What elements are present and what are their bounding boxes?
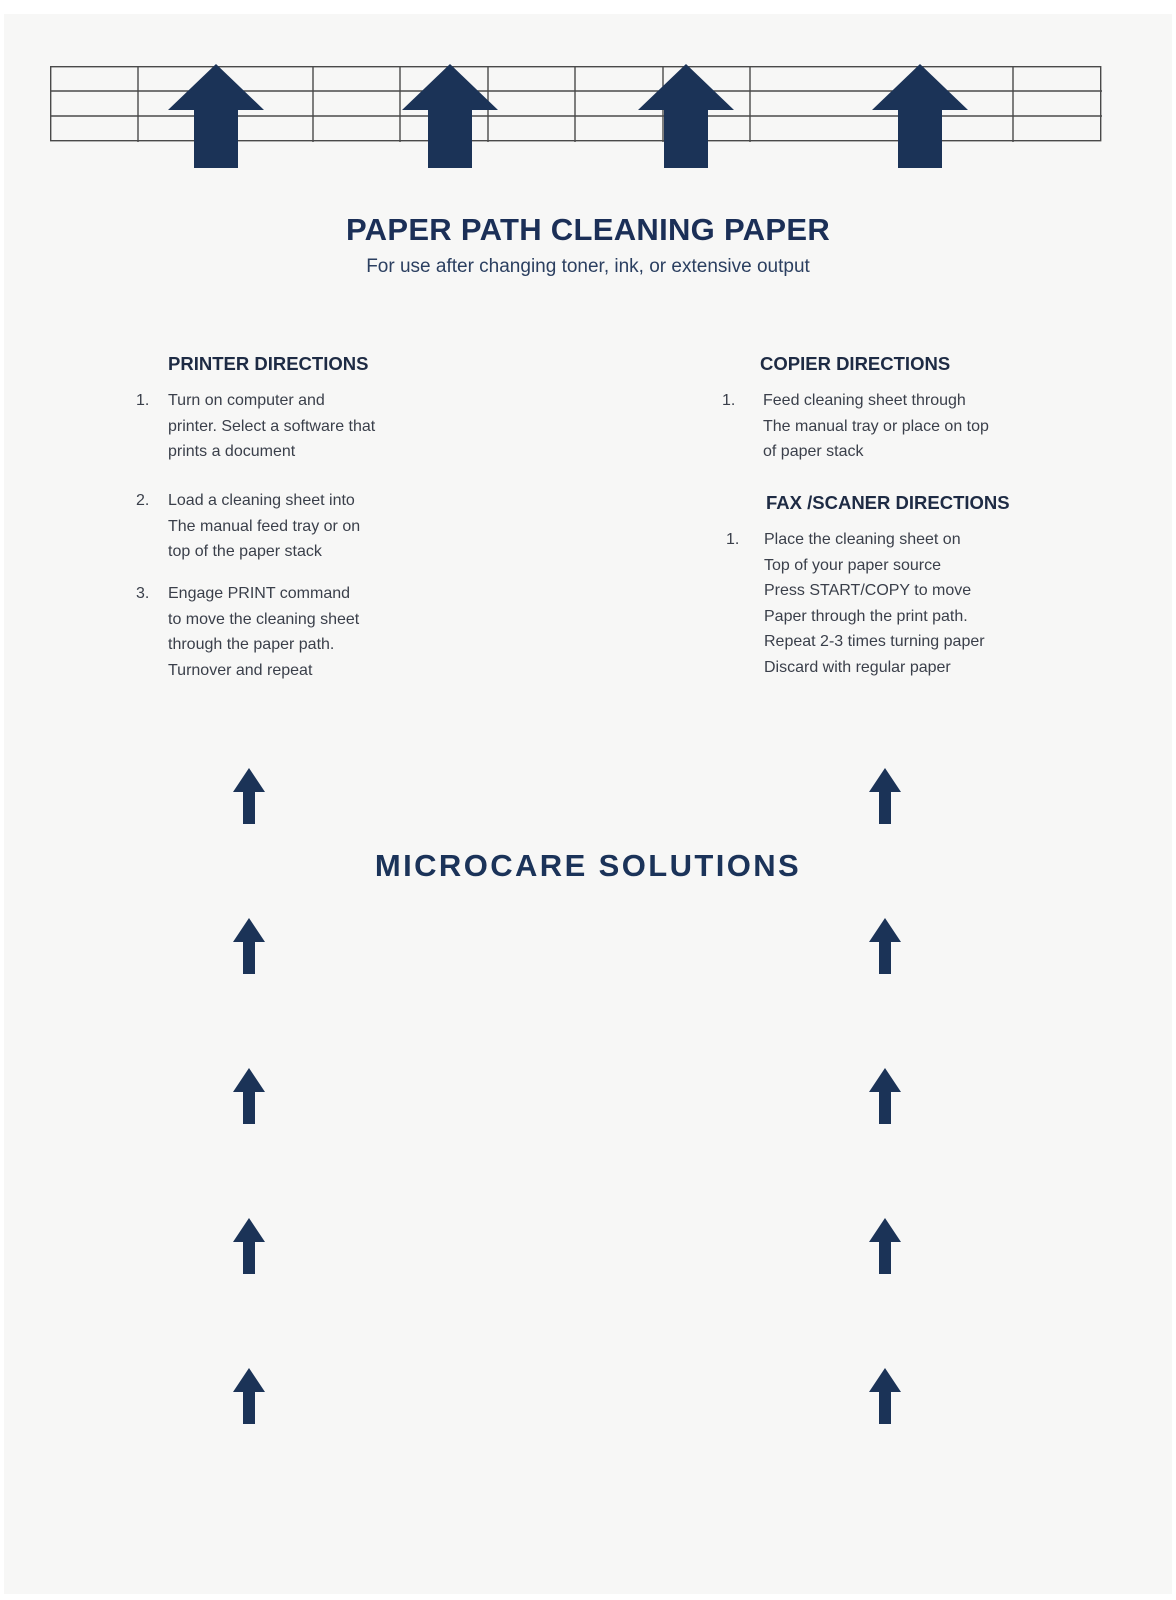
- arrow-up-icon: [872, 64, 968, 168]
- arrow-up-icon: [638, 64, 734, 168]
- page-subtitle: For use after changing toner, ink, or extensive output: [366, 256, 810, 277]
- arrow-up-icon: [233, 1218, 265, 1274]
- copier-directions-heading: COPIER DIRECTIONS: [760, 353, 951, 374]
- arrow-up-icon: [233, 768, 265, 824]
- copier-step: [722, 388, 1042, 468]
- step-number: 1.: [722, 392, 736, 409]
- arrow-up-icon: [869, 1368, 901, 1424]
- step-text: Engage PRINT command to move the cleaning sheet through the paper path. Turnover and repeat: [168, 585, 360, 679]
- cleaning-sheet: [4, 14, 1172, 1594]
- arrow-up-icon: [168, 64, 264, 168]
- step-number: 2.: [136, 492, 150, 509]
- arrow-up-icon: [233, 1068, 265, 1124]
- arrow-up-icon: [233, 918, 265, 974]
- fax-step: [726, 527, 1046, 683]
- printer-step: [136, 388, 436, 468]
- brand-name: MICROCARE SOLUTIONS: [374, 848, 802, 883]
- fax-scanner-directions-heading: FAX /SCANER DIRECTIONS: [766, 492, 1010, 513]
- page-title: PAPER PATH CLEANING PAPER: [345, 212, 831, 247]
- arrow-up-icon: [869, 768, 901, 824]
- step-text: Turn on computer and printer. Select a software that prints a document: [168, 392, 376, 460]
- step-text: Place the cleaning sheet on Top of your paper source Press START/COPY to move Paper through the print path. Repeat 2-3 times turning paper Discard with regular paper: [764, 531, 985, 676]
- arrow-up-icon: [869, 918, 901, 974]
- printer-directions-heading: PRINTER DIRECTIONS: [168, 353, 369, 374]
- arrow-up-icon: [233, 1368, 265, 1424]
- step-text: Load a cleaning sheet into The manual feed tray or on top of the paper stack: [168, 492, 361, 560]
- step-number: 1.: [136, 392, 150, 409]
- printer-step: [136, 581, 436, 687]
- arrow-up-icon: [869, 1218, 901, 1274]
- printer-step: [136, 488, 436, 568]
- arrow-up-icon: [869, 1068, 901, 1124]
- arrow-up-icon: [402, 64, 498, 168]
- step-number: 3.: [136, 585, 150, 602]
- step-number: 1.: [726, 531, 740, 548]
- step-text: Feed cleaning sheet through The manual tray or place on top of paper stack: [763, 392, 989, 460]
